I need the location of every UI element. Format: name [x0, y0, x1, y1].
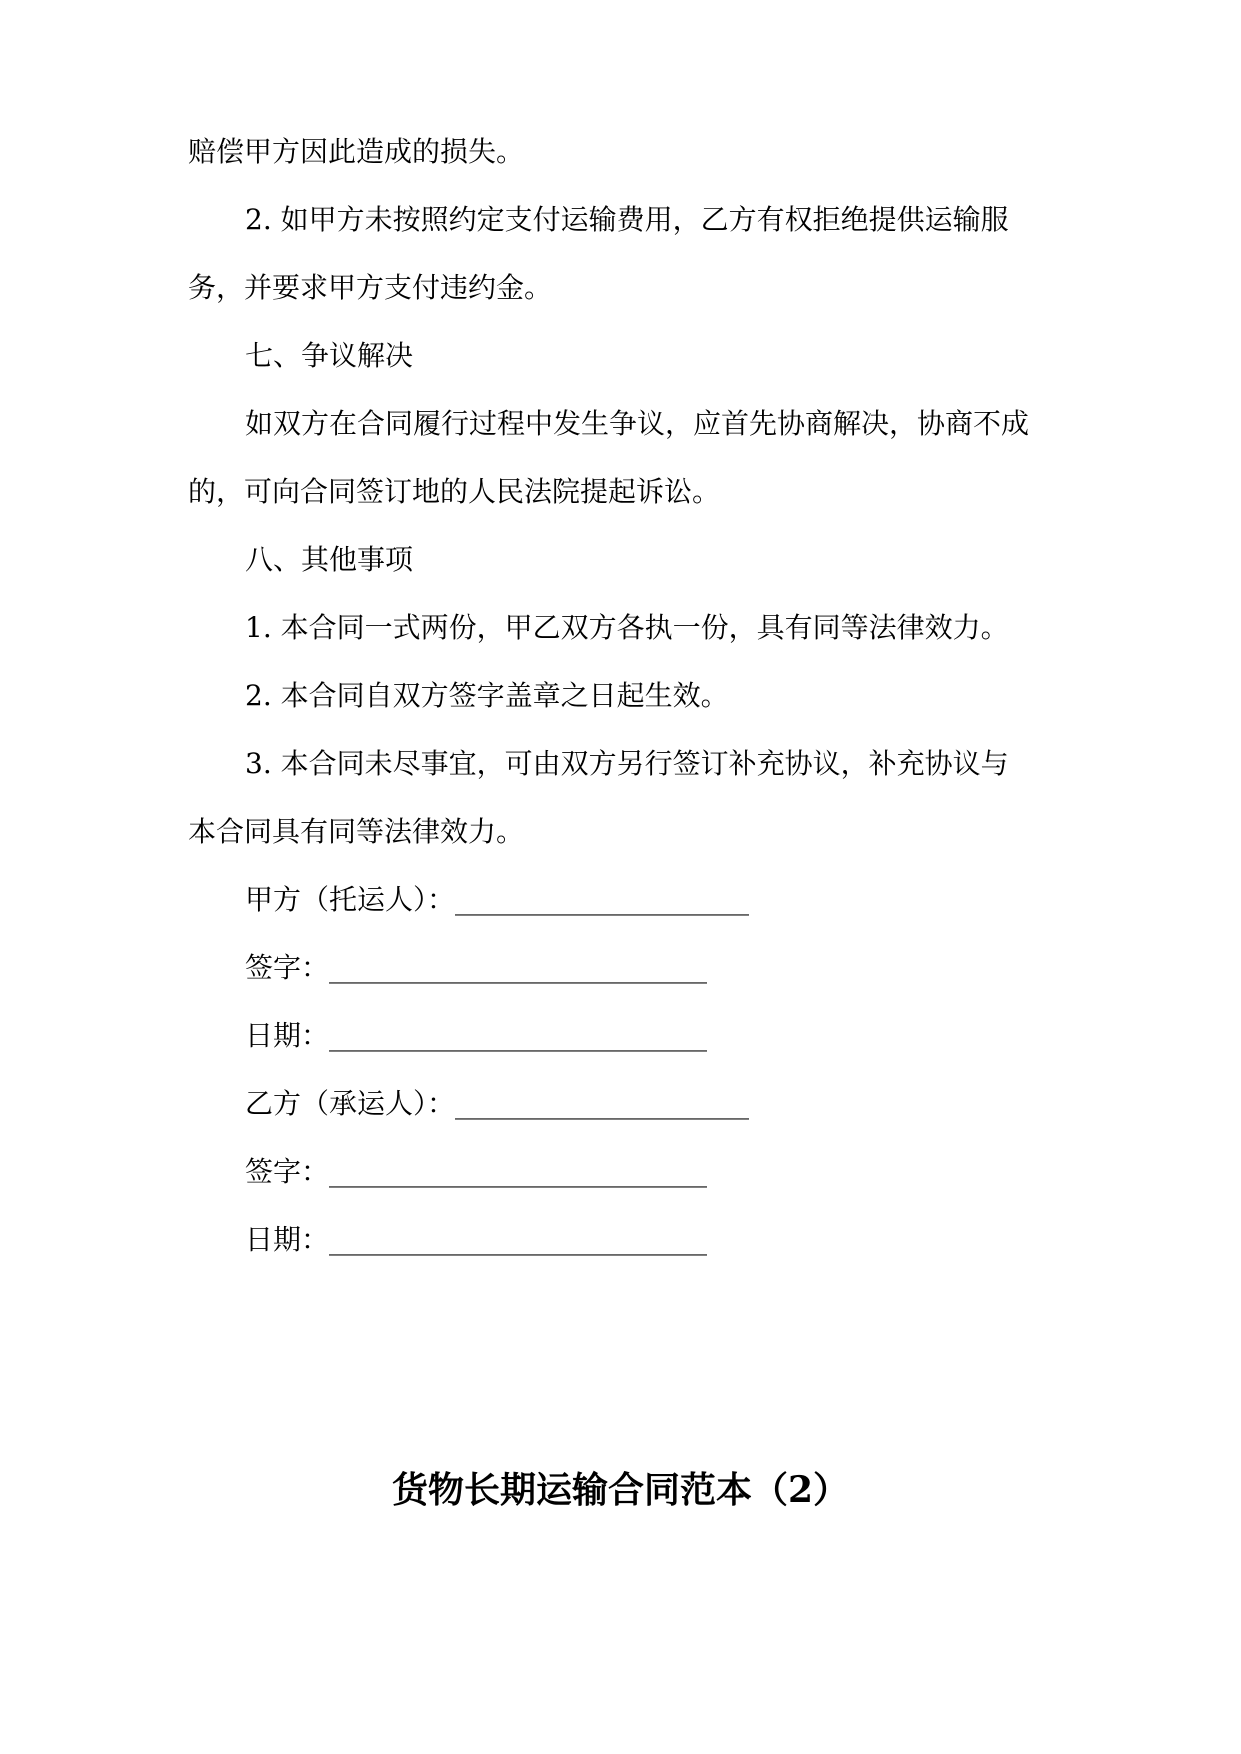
paragraph-line: 2. 如甲方未按照约定支付运输费用，乙方有权拒绝提供运输服 — [245, 203, 1009, 236]
section-heading: 七、争议解决 — [245, 339, 414, 372]
list-item: 2. 本合同自双方签字盖章之日起生效。 — [245, 679, 729, 712]
party-b-date-line: 日期：___________________________ — [245, 1223, 708, 1256]
list-item: 1. 本合同一式两份，甲乙双方各执一份，具有同等法律效力。 — [245, 611, 1009, 644]
section-heading: 八、其他事项 — [245, 543, 414, 576]
party-b-signature-line: 签字：___________________________ — [245, 1155, 708, 1188]
party-a-line: 甲方（托运人）：_____________________ — [245, 883, 750, 916]
list-item: 3. 本合同未尽事宜，可由双方另行签订补充协议，补充协议与 — [245, 747, 1009, 780]
party-b-line: 乙方（承运人）：_____________________ — [245, 1087, 750, 1120]
party-a-date-line: 日期：___________________________ — [245, 1019, 708, 1052]
next-document-title: 货物长期运输合同范本（2） — [391, 1469, 850, 1511]
paragraph-line: 赔偿甲方因此造成的损失。 — [188, 135, 525, 168]
paragraph-line: 务，并要求甲方支付违约金。 — [188, 271, 553, 304]
paragraph-line: 如双方在合同履行过程中发生争议，应首先协商解决，协商不成 — [245, 407, 1030, 440]
paragraph-line: 的，可向合同签订地的人民法院提起诉讼。 — [188, 475, 721, 508]
party-a-signature-line: 签字：___________________________ — [245, 951, 708, 984]
paragraph-line: 本合同具有同等法律效力。 — [188, 815, 525, 848]
